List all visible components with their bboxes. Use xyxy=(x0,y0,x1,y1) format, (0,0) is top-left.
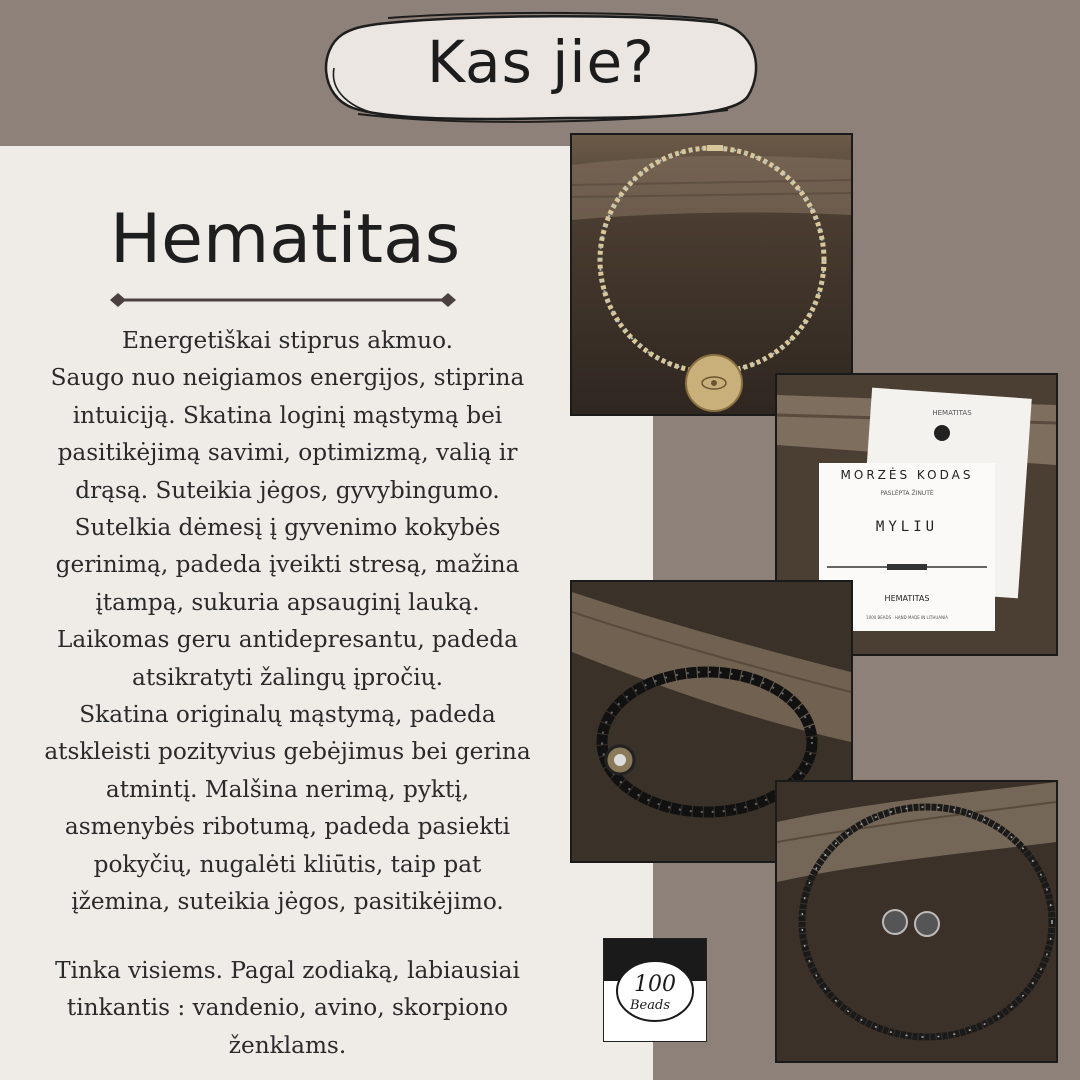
zodiac-line: ženklams. xyxy=(228,1031,347,1059)
stone-heading: Hematitas xyxy=(110,200,461,279)
page-title: Kas jie? xyxy=(427,28,655,96)
card-title: MORZĖS KODAS xyxy=(840,468,974,482)
description-line: drąsą. Suteikia jėgos, gyvybingumo. xyxy=(75,476,500,504)
zodiac-line: Tinka visiems. Pagal zodiaką, labiausiai xyxy=(55,957,520,984)
description-line: pokyčių, nugalėti kliūtis, taip pat xyxy=(93,850,482,878)
description-line: atmintį. Malšina nerimą, pyktį, xyxy=(105,775,470,803)
description-line: Skatina originalų mąstymą, padeda xyxy=(79,701,496,729)
description-line: asmenybės ribotumą, padeda pasiekti xyxy=(64,813,511,841)
description-line: Laikomas geru antidepresantu, padeda xyxy=(57,626,518,654)
logo-number: 100 xyxy=(634,972,676,997)
zodiac-text xyxy=(10,952,565,1064)
logo-word: Beads xyxy=(630,998,670,1013)
description-line: atskleisti pozityvius gebėjimus bei gerina xyxy=(44,738,531,766)
card-back-label: HEMATITAS xyxy=(932,409,972,417)
description-text xyxy=(10,322,565,921)
title-banner xyxy=(318,10,764,128)
logo-mark xyxy=(604,939,706,1041)
photo-hematite-necklace xyxy=(775,780,1058,1063)
description-line: Energetiškai stiprus akmuo. xyxy=(121,327,453,354)
zodiac-line: tinkantis : vandenio, avino, skorpiono xyxy=(66,994,509,1022)
card-footer: 1000 BEADS · HAND MADE IN LITHUANIA xyxy=(866,615,948,620)
description-line: Saugo nuo neigiamos energijos, stiprina xyxy=(50,364,525,392)
description-line: Sutelkia dėmesį į gyvenimo kokybės xyxy=(74,514,501,542)
description-line: atsikratyti žalingų įpročių. xyxy=(132,663,443,691)
description-line: intuiciją. Skatina loginį mąstymą bei xyxy=(72,401,503,429)
description-line: įžemina, suteikia jėgos, pasitikėjimo. xyxy=(71,888,504,916)
description-line: pasitikėjimą savimi, optimizmą, valią ir xyxy=(57,439,518,467)
brand-logo xyxy=(603,938,707,1042)
card-message: MYLIU xyxy=(875,519,939,535)
description-line: įtampą, sukuria apsauginį lauką. xyxy=(95,588,480,616)
heading-divider xyxy=(108,290,458,310)
description-line: gerinimą, padeda įveikti stresą, mažina xyxy=(55,551,520,579)
card-stone-name: HEMATITAS xyxy=(884,594,930,603)
card-subtitle: PASLĖPTA ŽINUTĖ xyxy=(880,490,934,497)
